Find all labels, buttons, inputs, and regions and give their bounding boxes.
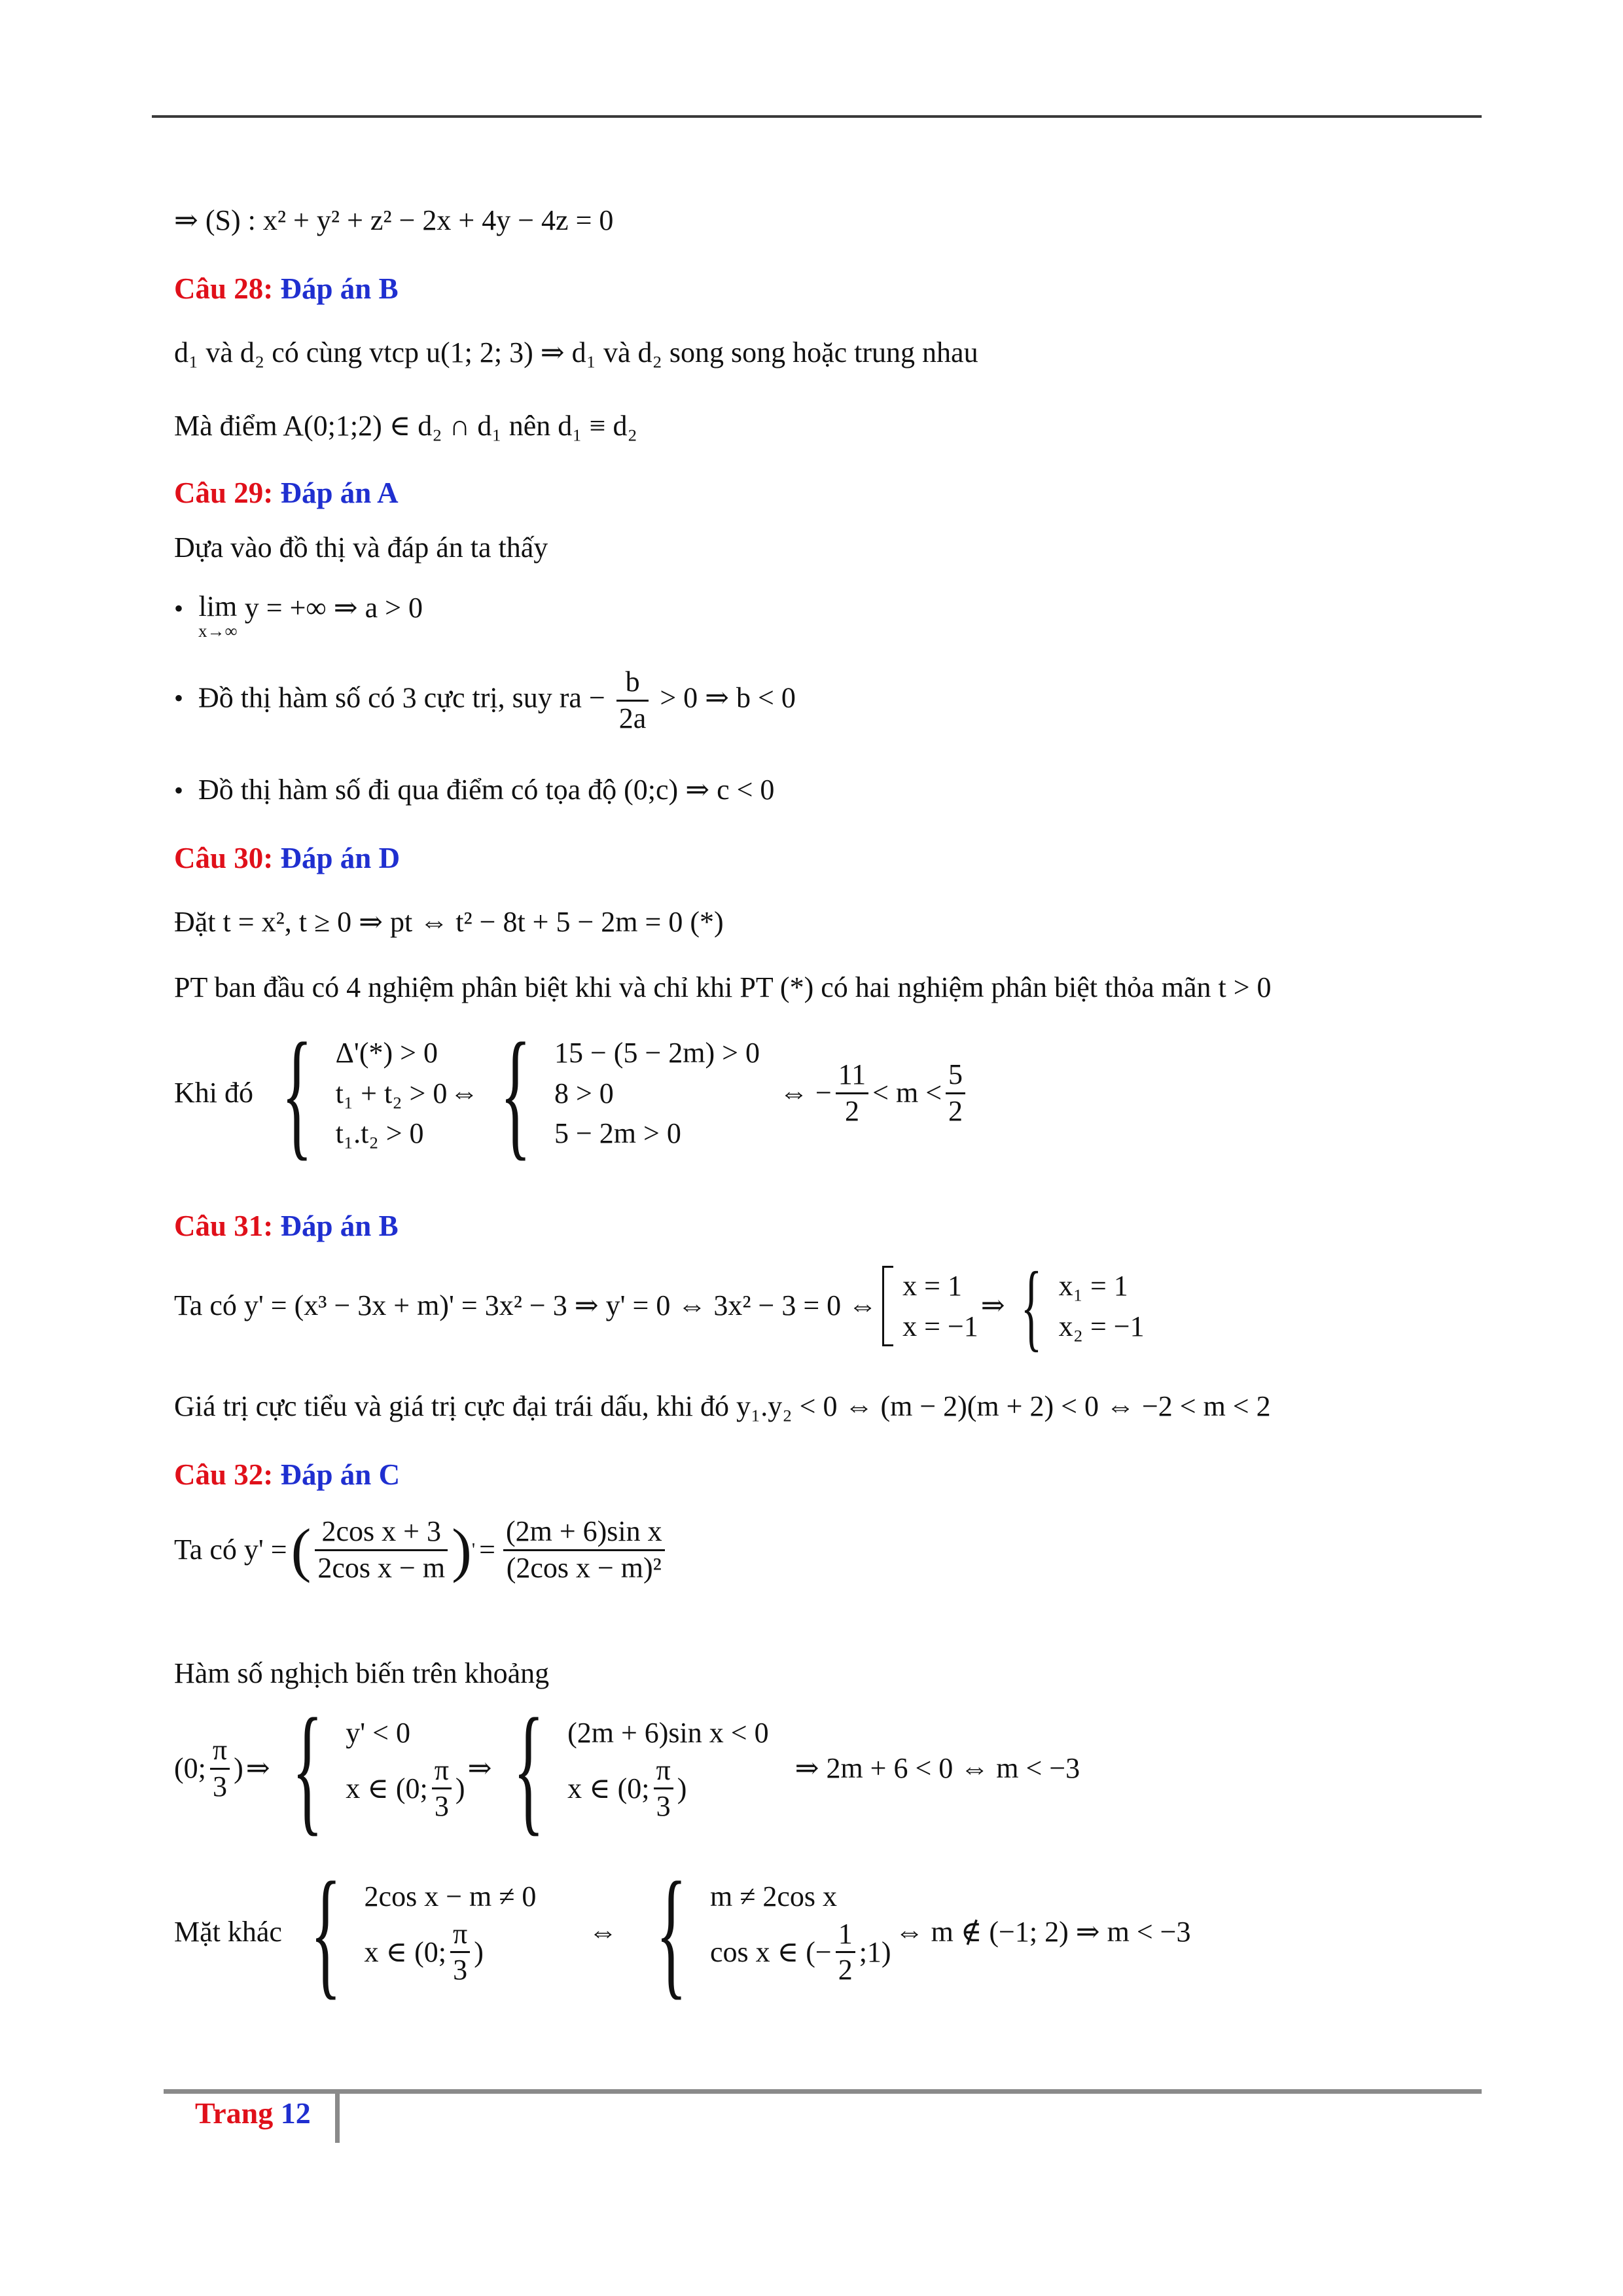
question-32-heading (174, 1458, 400, 1492)
q32-system-1: (0; $\frac{\pi}{3}$ ) ⇒ { y' < 0 x ∈ (0; $\frac{\pi}{3}$ ) ⇒ { (2m + 6)sin x < 0 x ∈ (0; $\frac{\pi}{3}$ ) ⇒ 2m + 6 < 0 ⇔ m < −3 (174, 1689, 1080, 1848)
question-answer: Đáp án B (280, 272, 399, 305)
system-y-prime: { y' < 0 x ∈ (0; $\frac{\pi}{3}$ ) (291, 1689, 465, 1848)
question-30-heading (174, 842, 400, 876)
page-number: 12 (280, 2096, 311, 2130)
q29-bullet-2: • Đồ thị hàm số có 3 cực trị, suy ra − $\frac{b}{2a}$ > 0 ⇒ b < 0 (174, 665, 796, 736)
fraction-5-over-2: $\frac{5}{2}$ (946, 1058, 965, 1129)
system-sin: { (2m + 6)sin x < 0 x ∈ (0; $\frac{\pi}{3}$ ) (513, 1689, 769, 1848)
q28-line-1: d₁ và d₂ có cùng vtcp u(1; 2; 3) ⇒ d₁ và d₂ song song hoặc trung nhau (174, 336, 978, 368)
roots-system: { x₁ = 1 x₂ = −1 (1020, 1251, 1145, 1361)
q30-line-1: Đặt t = x², t ≥ 0 ⇒ pt ⇔ t² − 8t + 5 − 2m = 0 (*) (174, 906, 724, 938)
question-number: Câu 30: (174, 842, 274, 874)
q30-system: Khi đó { Δ'(*) > 0 t₁ + t₂ > 0 t₁.t₂ > 0 ⇔ { 15 − (5 − 2m) > 0 8 > 0 5 − 2m > 0 ⇔ − $\frac{11}{2}$ < m < $\frac{5}{2}$ (174, 1033, 969, 1154)
system-cos: { m ≠ 2cos x cos x ∈ (− $\frac{1}{2}$ ;1) (656, 1852, 891, 2012)
q31-line-2: Giá trị cực tiểu và giá trị cực đại trái dấu, khi đó y₁.y₂ < 0 ⇔ (m − 2)(m + 2) < 0 ⇔ −2 < m < 2 (174, 1390, 1271, 1422)
q30-line-2: PT ban đầu có 4 nghiệm phân biệt khi và chỉ khi PT (*) có hai nghiệm phân biệt thỏa mãn t > 0 (174, 971, 1272, 1003)
footer-label: Trang (195, 2096, 274, 2130)
question-answer: Đáp án D (280, 842, 401, 874)
system-of-conditions: { Δ'(*) > 0 t₁ + t₂ > 0 t₁.t₂ > 0 (281, 1013, 448, 1174)
question-answer: Đáp án B (280, 1210, 399, 1242)
q32-system-2: Mặt khác { 2cos x − m ≠ 0 x ∈ (0; $\frac{\pi}{3}$ ) ⇔ { m ≠ 2cos x cos x ∈ (− $\frac{1}{2}$ ;1) ⇔ m ∉ (−1; 2) ⇒ m < −3 (174, 1852, 1191, 2012)
footer-rule (164, 2089, 1482, 2094)
fraction-pi-over-3: $\frac{\pi}{3}$ (210, 1733, 230, 1804)
system-substituted: { 15 − (5 − 2m) > 0 8 > 0 5 − 2m > 0 (500, 1013, 760, 1174)
question-31-heading (174, 1210, 399, 1244)
fraction-inner: $\frac{\text{2cos x + 3}}{\text{2cos x − m}}$ (315, 1515, 448, 1586)
limit: lim x→∞ (198, 590, 238, 641)
fraction-derivative-result: $\frac{\text{(2m + 6)sin x}}{\text{(2cos x − m)²}}$ (503, 1515, 665, 1586)
q31-derivative: Ta có y' = (x³ − 3x + m)' = 3x² − 3 ⇒ y' = 0 ⇔ 3x² − 3 = 0 ⇔ x = 1 x = −1 ⇒ { x₁ = 1 x₂ = −1 (174, 1251, 1145, 1361)
question-29-heading (174, 476, 399, 511)
question-number: Câu 28: (174, 272, 274, 305)
q32-derivative: Ta có y' = ( $\frac{\text{2cos x + 3}}{\text{2cos x − m}}$ ) ' = $\frac{\text{(2m + 6)sin x}}{\text{(2cos x − m)²}}$ (174, 1515, 669, 1586)
question-number: Câu 29: (174, 476, 274, 509)
footer-divider (335, 2089, 340, 2143)
fraction-b-over-2a: $\frac{b}{2a}$ (616, 665, 649, 736)
header-rule (152, 115, 1482, 118)
question-number: Câu 32: (174, 1458, 274, 1491)
question-number: Câu 31: (174, 1210, 274, 1242)
q29-bullet-3: • Đồ thị hàm số đi qua điểm có tọa độ (0;c) ⇒ c < 0 (174, 774, 775, 806)
q28-line-2: Mà điểm A(0;1;2) ∈ d₂ ∩ d₁ nên d₁ ≡ d₂ (174, 410, 637, 442)
question-answer: Đáp án C (280, 1458, 401, 1491)
q29-bullet-1: • lim x→∞ y = +∞ ⇒ a > 0 (174, 590, 423, 641)
roots-bracket: x = 1 x = −1 (882, 1266, 978, 1346)
bullet-icon: • (174, 776, 184, 805)
bullet-icon: • (174, 594, 184, 623)
page-footer (195, 2096, 311, 2130)
question-28-heading (174, 272, 399, 306)
question-answer: Đáp án A (280, 476, 399, 509)
system-denominator: { 2cos x − m ≠ 0 x ∈ (0; $\frac{\pi}{3}$ ) (310, 1852, 537, 2012)
bullet-icon: • (174, 683, 184, 713)
q29-intro: Dựa vào đồ thị và đáp án ta thấy (174, 531, 548, 564)
equation-sphere: ⇒ (S) : x² + y² + z² − 2x + 4y − 4z = 0 (174, 204, 614, 236)
q32-interval-text: Hàm số nghịch biến trên khoảng (174, 1657, 550, 1689)
fraction-11-over-2: $\frac{11}{2}$ (836, 1058, 868, 1129)
